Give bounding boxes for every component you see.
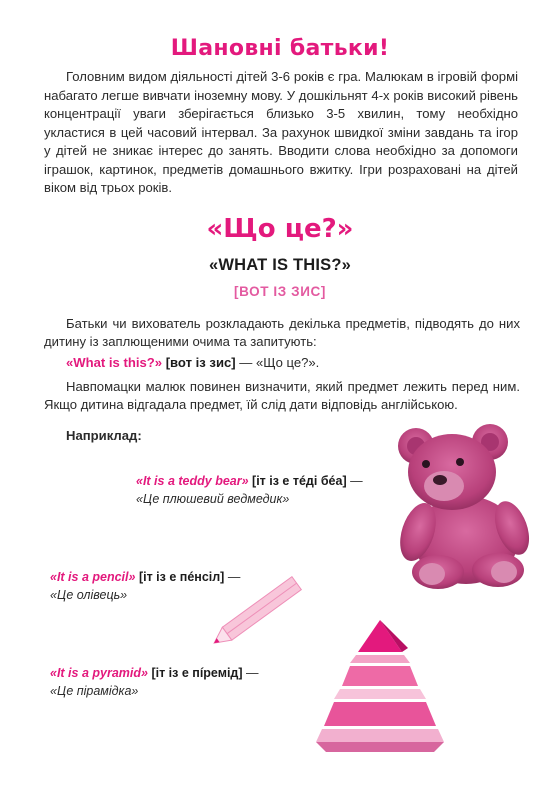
example-english: «It is a pencil»	[50, 570, 136, 584]
example-dash: —	[242, 666, 259, 680]
example-transcription: [іт із е тéді бéа]	[252, 474, 347, 488]
example-english: «It is a pyramid»	[50, 666, 148, 680]
section-title: «Що це?»	[206, 214, 354, 244]
question-english: «What is this?»	[66, 355, 163, 370]
instruction2-paragraph: Навпомацки малюк повинен визначити, який предмет лежить перед ним. Якщо дитина відгадала предмет, їй слід дати відповідь англійською.	[44, 379, 520, 412]
example-pyramid	[50, 664, 310, 700]
example-label: Наприклад:	[66, 428, 142, 443]
example-ukrainian: «Це пірамідка»	[50, 684, 139, 698]
teddy-bear-icon	[394, 420, 530, 592]
example-teddy-bear	[136, 472, 396, 508]
pyramid-icon	[310, 618, 448, 758]
instruction-paragraph: Батьки чи вихователь розкладають декілька предметів, підводять до них дитину із заплющеними очима та запитують:	[44, 316, 520, 349]
section-transcription: [ВОТ ІЗ ЗИС]	[234, 284, 326, 299]
example-dash: —	[224, 570, 241, 584]
section-english-title: «WHAT IS THIS?»	[208, 256, 352, 274]
question-line	[44, 354, 520, 372]
page-title: Шановні батьки!	[170, 36, 390, 61]
example-english: «It is a teddy bear»	[136, 474, 249, 488]
example-ukrainian: «Це олівець»	[50, 588, 128, 602]
intro-paragraph: Головним видом діяльності дітей 3-6 років є гра. Малюкам в ігровій формі набагато легше вивчати іноземну мову. У дошкільнят 4-х років високий рівень концентрації уваги зберігається близько 3-5 хвилин, тому необхідно укластися в цей часовий інтервал. За рахунок швидкої зміни завдань та ігор у дітей не зникає інтерес до занять. Вводити слова необхідно за допомоги іграшок, картинок, предметів домашнього вжитку. Ігри розраховані на дітей віком від трьох років.	[44, 69, 518, 195]
example-dash: —	[346, 474, 363, 488]
example-transcription: [іт із е пíремід]	[151, 666, 243, 680]
example-ukrainian: «Це плюшевий ведмедик»	[136, 492, 290, 506]
pencil-icon	[200, 570, 320, 652]
example-transcription: [іт із е пéнсіл]	[138, 570, 225, 584]
question-ukrainian: — «Що це?».	[235, 355, 320, 370]
question-transcription: [вот із зис]	[165, 355, 236, 370]
